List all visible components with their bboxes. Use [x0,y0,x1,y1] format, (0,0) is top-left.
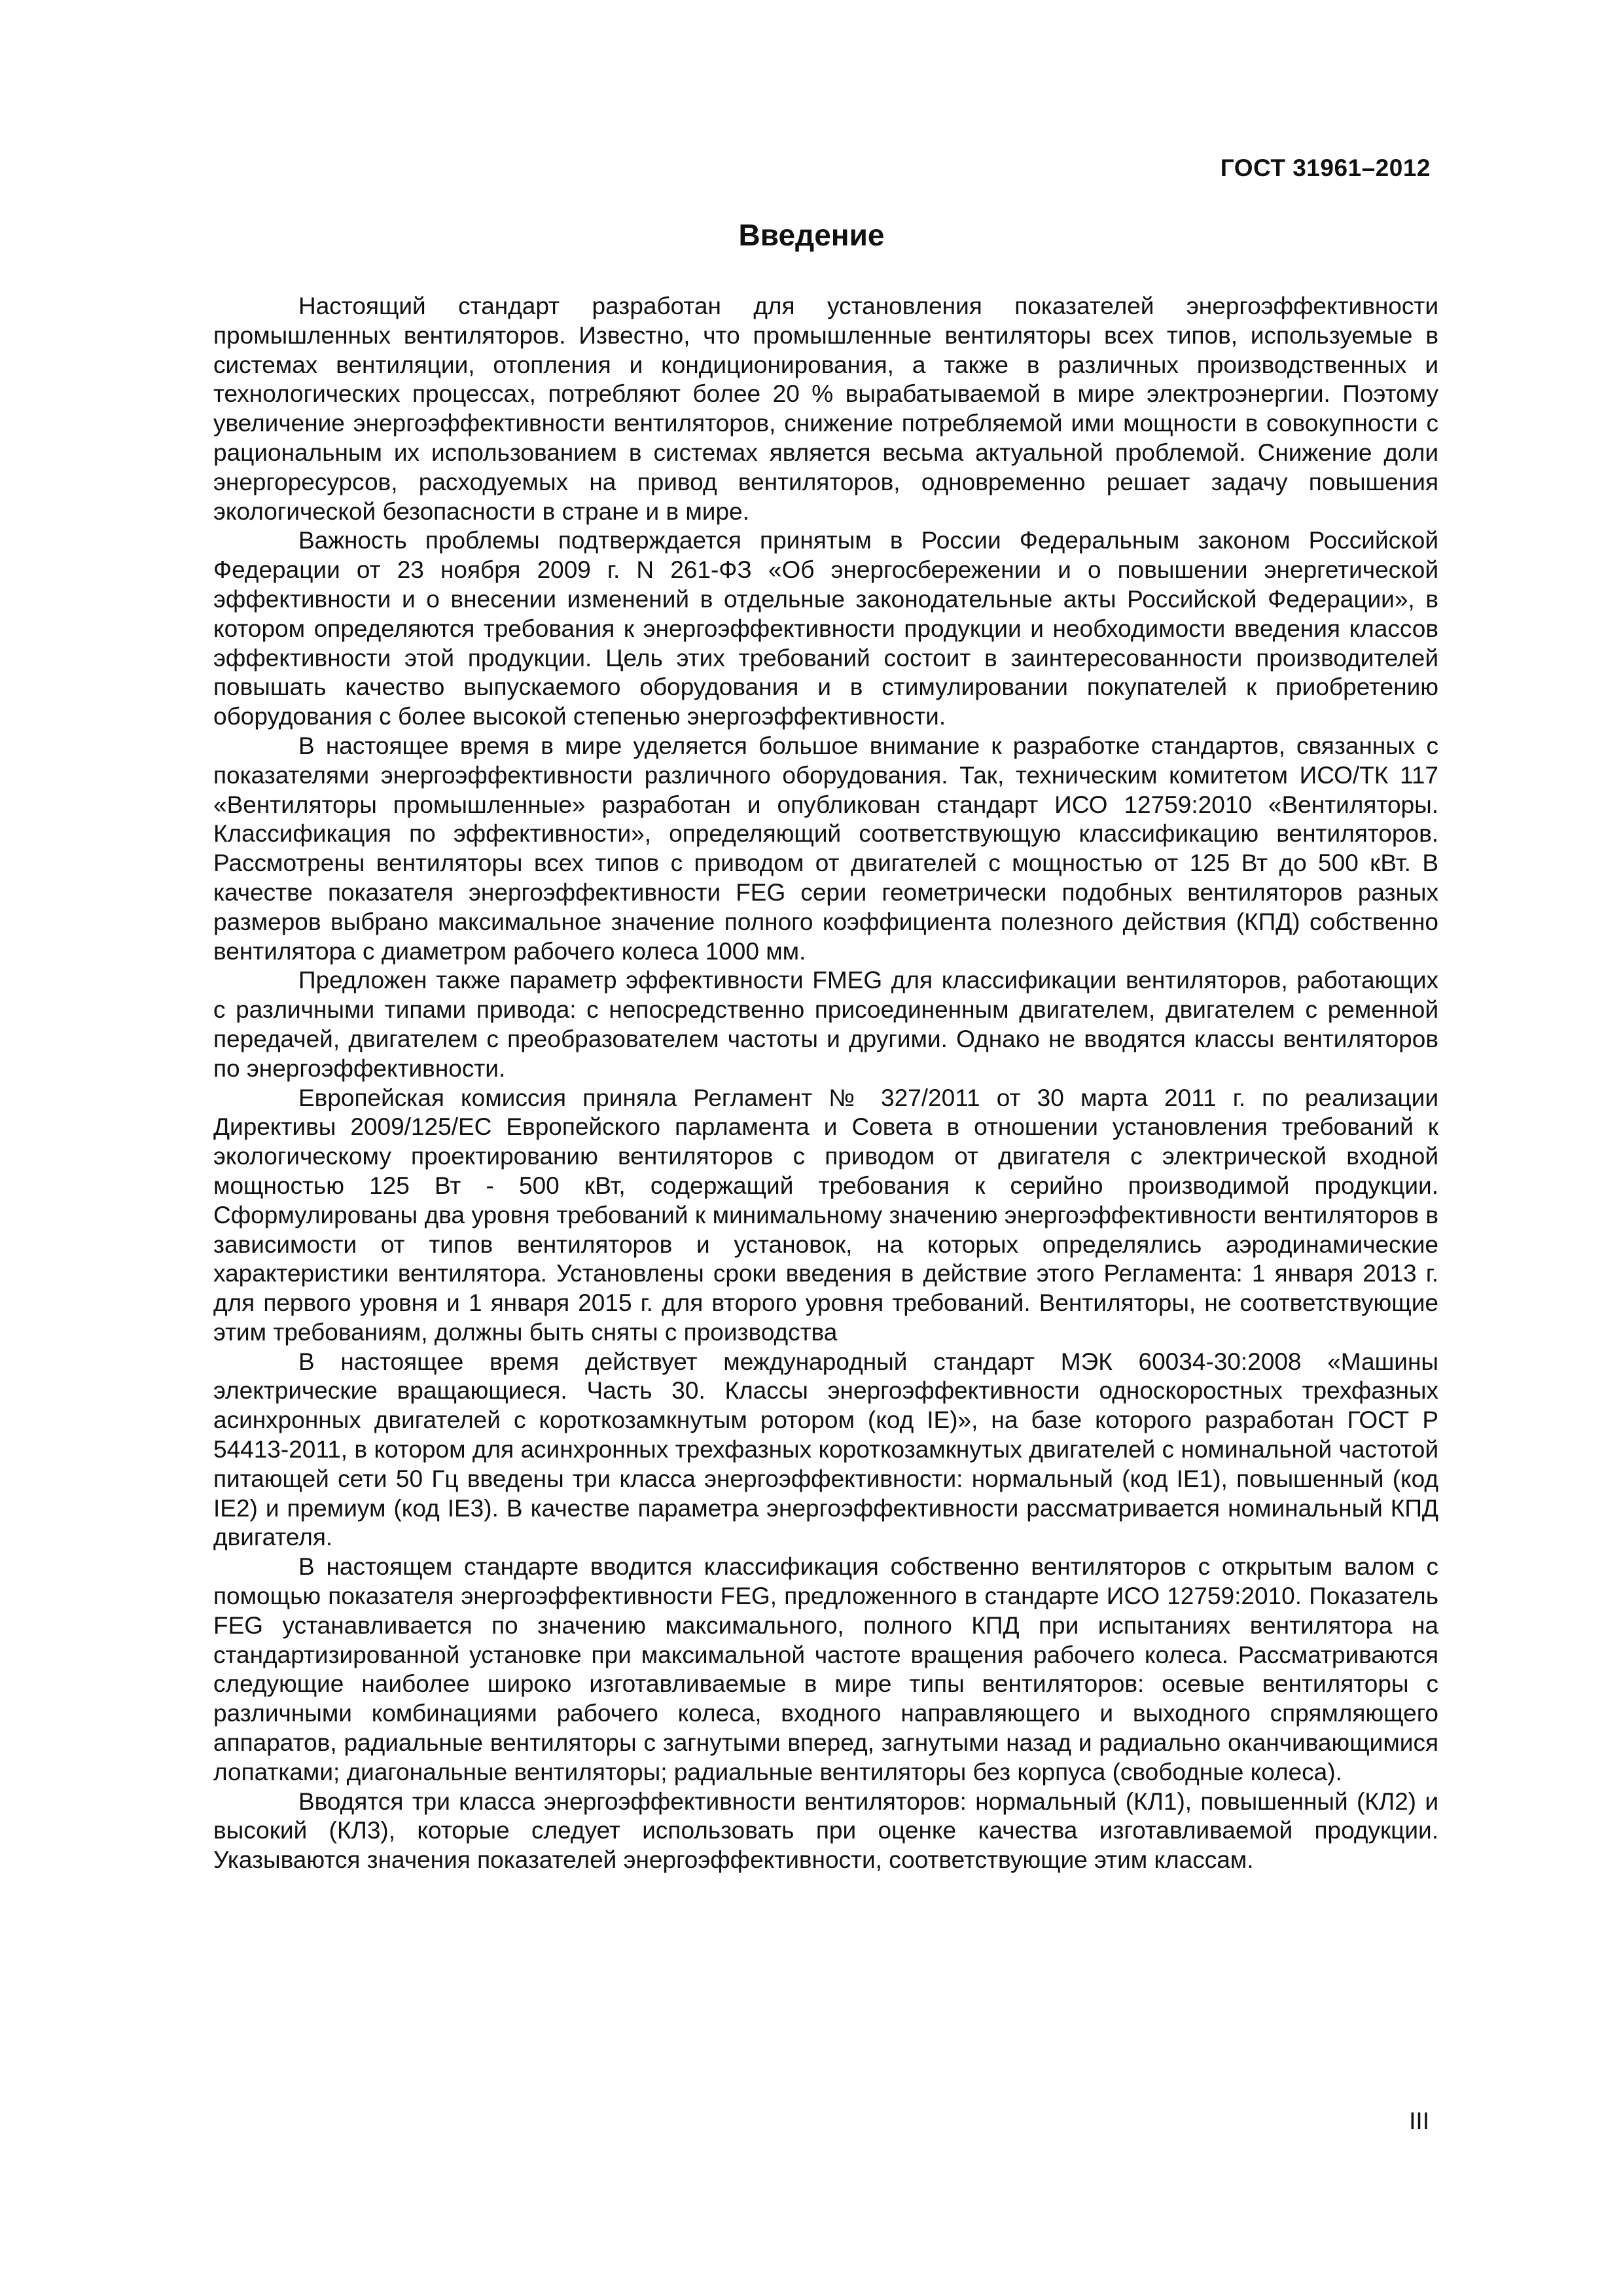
paragraph-1: Настоящий стандарт разработан для установления показателей энергоэффективности промышленных вентиляторов. Известно, что промышленные вентиляторы всех типов, используемые в системах вентиляции, отопления и кондиционирования, а также в различных производственных и технологических процессах, потребляют более 20 % вырабатываемой в мире электроэнергии. Поэтому увеличение энергоэффективности вентиляторов, снижение потребляемой ими мощности в совокупности с рациональным их использованием в системах является весьма актуальной проблемой. Снижение доли энергоресурсов, расходуемых на привод вентиляторов, одновременно решает задачу повышения экологической безопасности в стране и в мире. [213,293,1438,525]
paragraph-8: Вводятся три класса энергоэффективности вентиляторов: нормальный (КЛ1), повышенный (КЛ2) и высокий (КЛ3), которые следует использовать при оценке качества изготавливаемой продукции. Указываются значения показателей энергоэффективности, соответствующие этим классам. [213,1787,1438,1874]
paragraph-2: Важность проблемы подтверждается принятым в России Федеральным законом Российской Федерации от 23 ноября 2009 г. N 261-ФЗ «Об энергосбережении и о повышении энергетической эффективности и о внесении изменений в отдельные законодательные акты Российской Федерации», в котором определяются требования к энергоэффективности продукции и необходимости введения классов эффективности этой продукции. Цель этих требований состоит в заинтересованности производителей повышать качество выпускаемого оборудования и в стимулировании покупателей к приобретению оборудования с более высокой степенью энергоэффективности. [213,527,1438,730]
document-code: ГОСТ 31961–2012 [1220,154,1431,181]
paragraph-3: В настоящее время в мире уделяется большое внимание к разработке стандартов, связанных с показателями энергоэффективности различного оборудования. Так, техническим комитетом ИСО/ТК 117 «Вентиляторы промышленные» разработан и опубликован стандарт ИСО 12759:2010 «Вентиляторы. Классификация по эффективности», определяющий соответствующую классификацию вентиляторов. Рассмотрены вентиляторы всех типов с приводом от двигателей с мощностью от 125 Вт до 500 кВт. В качестве показателя энергоэффективности FEG серии геометрически подобных вентиляторов разных размеров выбрано максимальное значение полного коэффициента полезного действия (КПД) собственно вентилятора с диаметром рабочего колеса 1000 мм. [213,732,1438,965]
paragraph-5: Европейская комиссия приняла Регламент № 327/2011 от 30 марта 2011 г. по реализации Директивы 2009/125/ЕС Европейского парламента и Совета в отношении установления требований к экологическому проектированию вентиляторов с приводом от двигателя с электрической входной мощностью 125 Вт - 500 кВт, содержащий требования к серийно производимой продукции. Сформулированы два уровня требований к минимальному значению энергоэффективности вентиляторов в зависимости от типов вентиляторов и установок, на которых определялись аэродинамические характеристики вентилятора. Установлены сроки введения в действие этого Регламента: 1 января 2013 г. для первого уровня и 1 января 2015 г. для второго уровня требований. Вентиляторы, не соответствующие этим требованиям, должны быть сняты с производства [213,1084,1438,1346]
section-title: Введение [738,218,885,252]
paragraph-7: В настоящем стандарте вводится классификация собственно вентиляторов с открытым валом с помощью показателя энергоэффективности FEG, предложенного в стандарте ИСО 12759:2010. Показатель FEG устанавливается по значению максимального, полного КПД при испытаниях вентилятора на стандартизированной установке при максимальной частоте вращения рабочего колеса. Рассматриваются следующие наиболее широко изготавливаемые в мире типы вентиляторов: осевые вентиляторы с различными комбинациями рабочего колеса, входного направляющего и выходного спрямляющего аппаратов, радиальные вентиляторы с загнутыми вперед, загнутыми назад и радиально оканчивающимися лопатками; диагональные вентиляторы; радиальные вентиляторы без корпуса (свободные колеса). [213,1553,1438,1785]
body-text [213,292,1438,1875]
paragraph-4: Предложен также параметр эффективности FMEG для классификации вентиляторов, работающих с различными типами привода: с непосредственно присоединенным двигателем, двигателем с ременной передачей, двигателем с преобразователем частоты и другими. Однако не вводятся классы вентиляторов по энергоэффективности. [213,967,1438,1082]
page-number: III [1409,2108,1429,2134]
paragraph-6: В настоящее время действует международный стандарт МЭК 60034-30:2008 «Машины электрические вращающиеся. Часть 30. Классы энергоэффективности односкоростных трехфазных асинхронных двигателей с короткозамкнутым ротором (код IE)», на базе которого разработан ГОСТ Р 54413-2011, в котором для асинхронных трехфазных короткозамкнутых двигателей с номинальной частотой питающей сети 50 Гц введены три класса энергоэффективности: нормальный (код IE1), повышенный (код IE2) и премиум (код IE3). В качестве параметра энергоэффективности рассматривается номинальный КПД двигателя. [213,1348,1438,1551]
